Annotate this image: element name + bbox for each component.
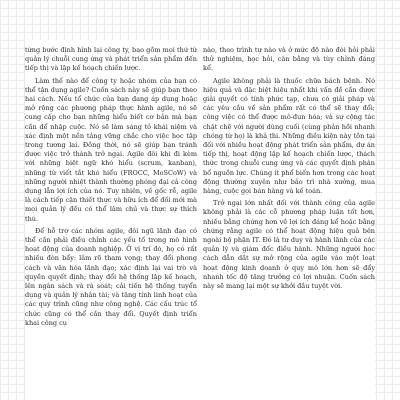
paragraph: nào, theo trình tự nào và ở mức độ nào đòi hỏi phải thử nghiệm, học hỏi, cân bằng và tùy chỉnh đáng kể.: [203, 46, 375, 73]
paragraph: Trở ngại lớn nhất đối với thành công của agile không phải là các cỗ phương pháp luận tốt hơn, nhiều bằng chứng hơn về lợi ích đáng kể hoặc bằng chứng rằng agile có thể hoạt động hiệu quả bên ngoài bộ phận IT. Đó là tư duy và hành lãnh của các quản lý và giám đốc điều hành. Những người học cách dẫn dắt sự mở rộng của agile vào một loạt hoạt động kinh doanh ở quy mô lớn hơn sẽ đẩy nhanh tốc độ tăng trưởng có lợi nhuận. Cuốn sách này sẽ mang lại một sự khởi đầu tuyệt vời.: [203, 199, 375, 291]
paragraph: Agile không phải là thuốc chữa bách bệnh. Nó hiệu quả và đặc biệt hiệu nhất khi vấn đề cần được giải quyết có tính phức tạp, chưa có giải pháp và các yêu cầu về sản phẩm rất có thể sẽ thay đổi; công việc có thể được mô-đun hóa; và sự cộng tác chặt chẽ với người dùng cuối (cùng phản hồi nhanh chóng từ họ) là khả thi. Những điều kiện này tồn tại đối với nhiều hoạt động phát triển sản phẩm, dự án tiếp thị, hoạt động lập kế hoạch chiến lược, thách thức trong chuỗi cung ứng và các quyết định phân bổ nguồn lực. Chúng ít phổ biến hơn trong các hoạt động thường xuyên như bảo trì nhà xưởng, mua hàng, cuộc gọi bán hàng và kế toán.: [203, 76, 375, 196]
paragraph: Để hỗ trợ các nhóm agile, đôi ngũ lãnh đạo có thể cần phải điều chỉnh các yếu tố trong mô hình hoạt động của doanh nghiệp. Ở vị trí đó, họ có rất nhiều đòn bẩy: lâm rõ tham vọng; thay đổi phong cách và văn hóa lãnh đạo; xác định lại vai trò và quyền quyết định; thay đổi hệ thống lập kế hoạch, lên ngân sách và rà soát; cải tiến hệ thống tuyển dụng và quản lý nhân tài; và tăng tính linh hoạt của các quy trình cũng như công nghệ. Các cấu trúc tổ chức cũng có thể cần thay đổi. Quyết định triển khai công cụ: [25, 226, 197, 327]
text-columns: [25, 46, 375, 396]
left-column: [25, 46, 197, 396]
paragraph: Làm thế nào để công ty hoặc nhóm của bạn có thể tận dụng agile? Cuốn sách này sẽ giúp bạn theo hai cách. Nếu tổ chức của bạn đang áp dụng hoặc mở rộng các phương pháp thực hành agile, nó sẽ cung cấp cho bạn những hiểu biết cơ bản mà bạn cần để nhập cuộc. Nó sẽ làm sáng tỏ khái niệm và xác định một nền tảng vững chắc cho việc học tập trong tương lai. Đồng thời, nó sẽ giúp bạn tránh được việc trở thành trở ngại. Agile đôi khi đi kèm với những biệt ngữ khó hiểu (scrum, kanban), những từ viết tắt khó hiểu (FROCC, MoSCoW) và những người nhiệt thành thường phóng đại cả công dụng lẫn lợi ích của nó. Tuy nhiên, về gốc rễ, agile là cách tiếp cận thiết thực và hữu ích để đối mới mà mọi quản lý đều có thể làm chủ và thực sự thích thú.: [25, 76, 197, 223]
paragraph: từng bước định hình lại công ty, bao gồm mọi thứ từ quản lý chuỗi cung ứng và phát triển sản phẩm đến tiếp thị và lập kế hoạch chiến lược.: [25, 46, 197, 73]
right-column: [203, 46, 375, 396]
